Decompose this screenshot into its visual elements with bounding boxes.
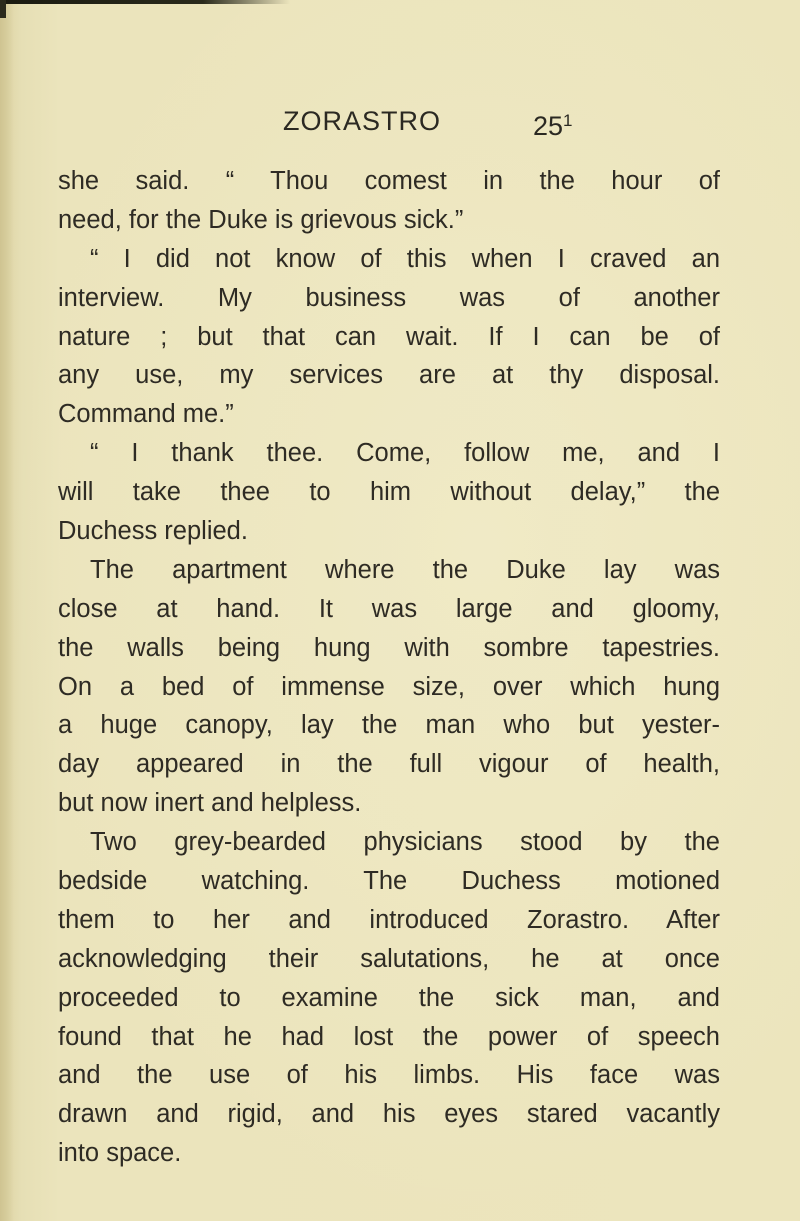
text-line: “ I did not know of this when I craved an: [90, 244, 720, 273]
text-line: The apartment where the Duke lay was: [90, 555, 720, 584]
text-line: day appeared in the full vigour of health,: [58, 750, 720, 779]
top-edge-rule: [0, 0, 290, 4]
text-line: need, for the Duke is grievous sick.”: [58, 205, 464, 234]
page-number-superscript: 1: [563, 111, 573, 130]
running-title: ZORASTRO: [283, 106, 442, 136]
text-line: close at hand. It was large and gloomy,: [58, 594, 720, 623]
text-line: a huge canopy, lay the man who but yester-: [58, 711, 720, 740]
page-number: [533, 104, 573, 143]
running-head: [0, 104, 800, 144]
text-line: On a bed of immense size, over which hung: [58, 672, 720, 701]
text-line: bedside watching. The Duchess motioned: [58, 867, 720, 896]
text-line: she said. “ Thou comest in the hour of: [58, 167, 720, 195]
text-line: and the use of his limbs. His face was: [58, 1061, 720, 1090]
top-edge-tick: [0, 0, 6, 18]
text-line: but now inert and helpless.: [58, 789, 362, 818]
text-line: drawn and rigid, and his eyes stared vacantly: [58, 1100, 720, 1129]
text-line: them to her and introduced Zorastro. After: [58, 905, 720, 934]
text-line: Two grey-bearded physicians stood by the: [90, 828, 720, 857]
text-line: any use, my services are at thy disposal.: [58, 361, 720, 390]
text-line: Duchess replied.: [58, 517, 248, 546]
text-line: will take thee to him without delay,” the: [58, 478, 720, 507]
text-line: proceeded to examine the sick man, and: [58, 983, 720, 1012]
body-text: [58, 162, 720, 1173]
text-line: into space.: [58, 1139, 182, 1168]
text-line: “ I thank thee. Come, follow me, and I: [90, 439, 720, 468]
text-line: nature ; but that can wait. If I can be of: [58, 322, 720, 351]
text-line: the walls being hung with sombre tapestries.: [58, 633, 720, 662]
text-line: Command me.”: [58, 400, 234, 429]
text-line: acknowledging their salutations, he at once: [58, 944, 720, 973]
page-number-main: 25: [533, 111, 564, 141]
text-line: found that he had lost the power of speech: [58, 1022, 720, 1051]
text-line: interview. My business was of another: [58, 283, 720, 312]
binding-shadow: [0, 0, 14, 1221]
